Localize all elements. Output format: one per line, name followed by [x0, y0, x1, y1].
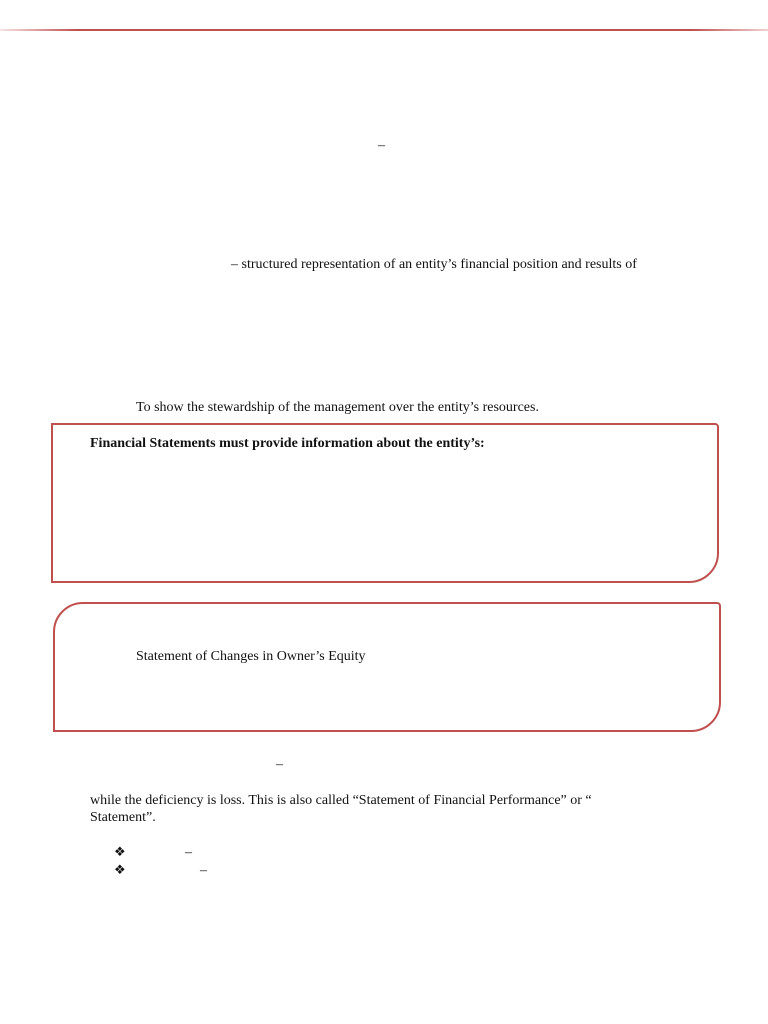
components-box-item-owners-equity: Statement of Changes in Owner’s Equity [136, 649, 366, 664]
financial-statements-definition: – structured representation of an entity’s financial position and results of [231, 257, 637, 272]
income-statement-text-line-1: while the deficiency is loss. This is also called “Statement of Financial Performance” or “ [90, 793, 592, 808]
bullet-diamond-icon: ❖ [114, 863, 126, 878]
title-dash: – [378, 138, 385, 153]
components-box [53, 602, 721, 732]
information-box-heading: Financial Statements must provide information about the entity’s: [90, 436, 485, 451]
income-statement-dash: – [276, 757, 283, 772]
header-rule [0, 29, 768, 31]
income-statement-text-line-2: Statement”. [90, 810, 156, 825]
stewardship-objective: To show the stewardship of the management over the entity’s resources. [136, 400, 539, 415]
bullet-diamond-icon: ❖ [114, 845, 126, 860]
bullet-dash: – [185, 845, 192, 860]
bullet-dash: – [200, 863, 207, 878]
